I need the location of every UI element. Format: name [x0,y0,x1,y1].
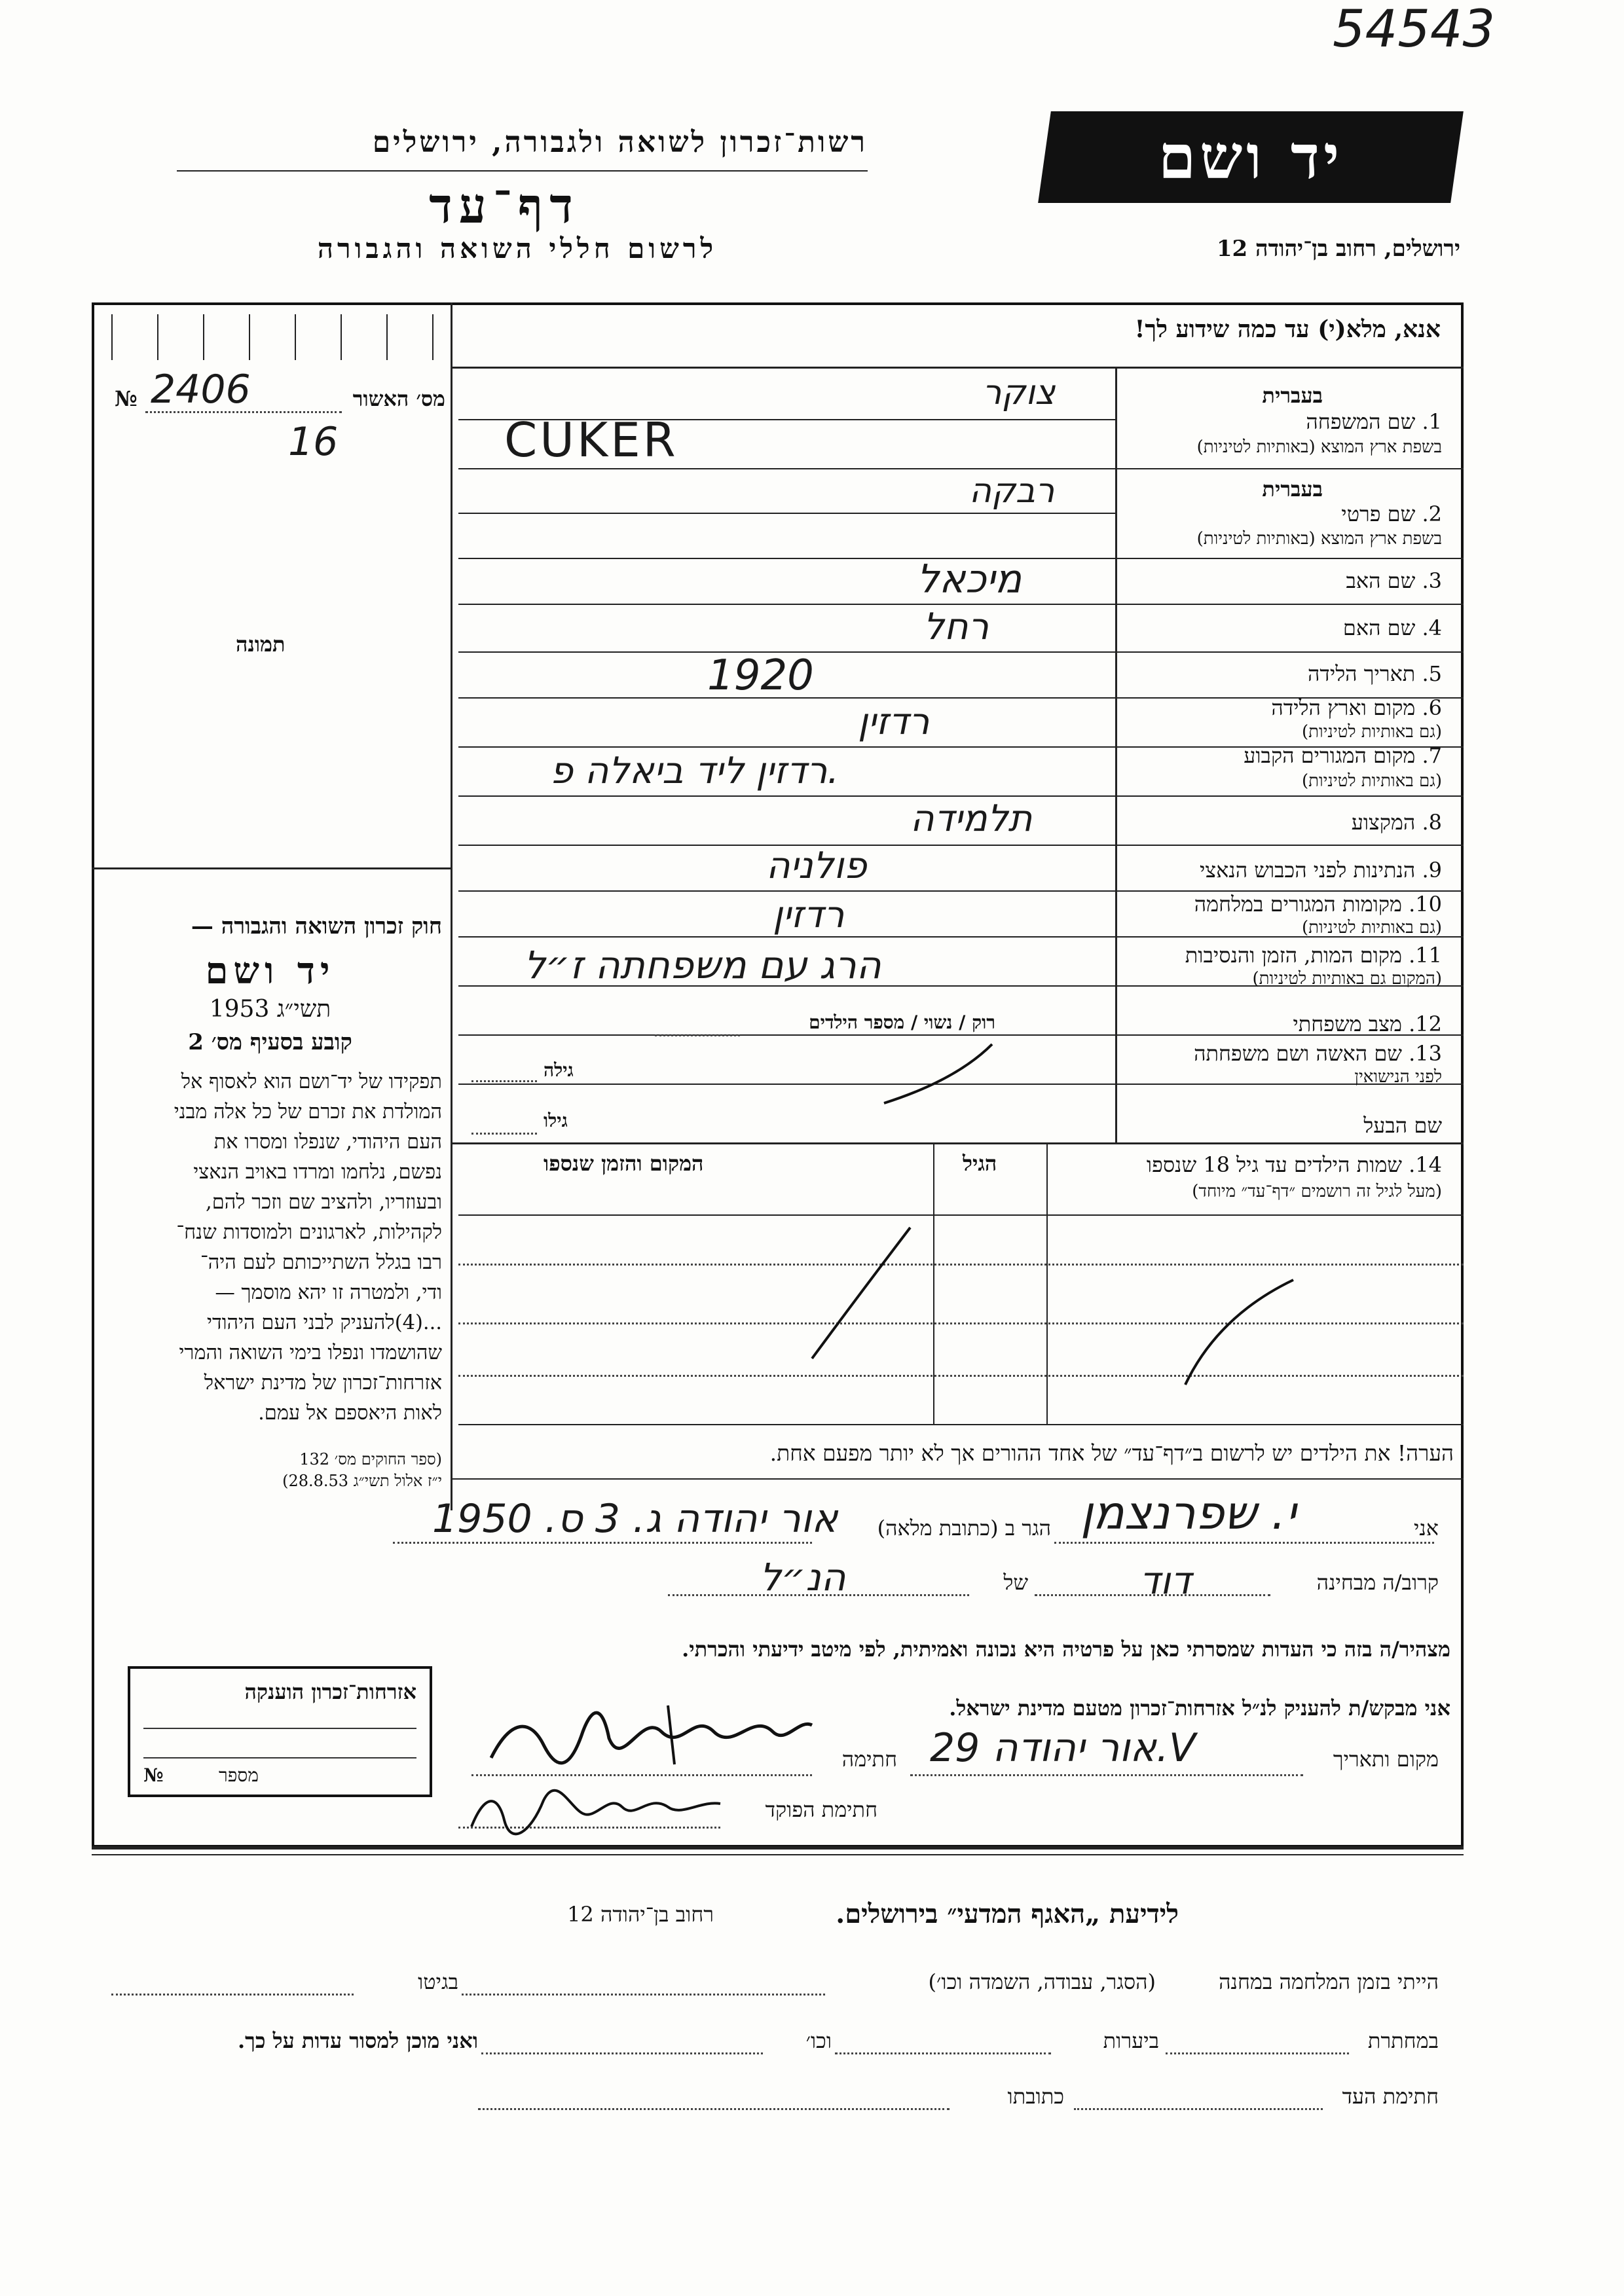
label-row-rule [1115,558,1464,559]
declaration-text: מצהיר/ה בזה כי העדות שמסרתי כאן על פרטיה היא נכונה ואמיתית, לפי מיטב ידיעתי והכרתי. [682,1637,1450,1662]
field-13-text: שם האשה ושם משפחתה [1194,1041,1402,1066]
value-row-rule [458,890,1115,892]
label-row-rule [1115,468,1464,469]
footer-camp-line [462,1994,825,1995]
memorial-box-number-label: מספר [219,1764,259,1786]
field-6-value[interactable]: רדזין [858,701,930,743]
relation-value[interactable]: דוד [1139,1558,1192,1603]
field-6-number: 6. [1422,695,1442,720]
declarant-name-line [1054,1542,1434,1544]
value-row-rule [458,936,1115,938]
instruction: אנא, מלא(י) עד כמה שידוע לך! [1134,316,1441,343]
field-5-value[interactable]: 1920 [707,651,814,700]
ani-label: אני [1414,1516,1439,1540]
law-line: נפשם, נלחמו ומרדו באויב הנאצי [193,1161,442,1184]
value-row-rule [458,513,1115,514]
children-strike-1 [805,1224,917,1362]
field-4-value[interactable]: רחל [923,606,989,648]
field-5-number: 5. [1422,661,1442,686]
value-row-rule [458,468,1115,469]
memorial-box-rule [143,1757,416,1758]
relative-label: קרוב/ה מבחינה [1316,1570,1439,1595]
footer-underground-line [1166,2052,1349,2054]
field-10-label [1194,892,1442,917]
law-line: תפקידו של יד־ושם הוא לאסוף אל [181,1070,442,1093]
field-3-label [1346,568,1442,593]
law-line: שהושמדו ונפלו בימי השואה והמרי [179,1341,442,1364]
photo-box-bottom [92,867,452,869]
law-line: לאות היאספם אל עמם. [258,1402,442,1425]
field-8-value[interactable]: תלמידה [910,797,1033,840]
children-header-rule [458,1214,1464,1216]
children-table-bottom [458,1424,1464,1425]
left-column-divider [451,302,452,1510]
children-row [458,1375,1464,1377]
field-5-label [1308,661,1442,686]
field-1-hebrew-tag: בעברית [1262,383,1323,408]
field-12-label [1293,1011,1442,1036]
label-row-rule [1115,845,1464,846]
declarant-name-value[interactable]: י. שפרנצמן [1080,1486,1297,1540]
field-3-value[interactable]: מיכאל [917,556,1022,602]
footer-rule [92,1846,1464,1850]
value-row-rule [458,746,1115,748]
field-9-number: 9. [1422,858,1442,883]
col-place-time-header: המקום והזמן שנספו [544,1151,704,1176]
footer-forests-line [835,2052,1051,2054]
value-row-rule [458,1034,1115,1036]
field-14-number: 14. [1409,1152,1442,1177]
field-12-number: 12. [1409,1011,1442,1036]
field-11-value[interactable]: הרג עם משפחתה ז״ל [524,943,881,987]
footer-line2-b: ביערות [1103,2028,1159,2053]
field-10-value[interactable]: רדזין [773,894,845,936]
children-strike-2 [1179,1277,1297,1388]
label-row-rule [1115,604,1464,605]
field-13-number: 13. [1409,1041,1442,1066]
law-section: קובע בסעיף מס׳ 2 [188,1029,352,1055]
husband-label: שם הבעל [1363,1113,1442,1138]
approval-prefix: № [115,386,138,411]
field-3-text: שם האב [1346,568,1416,593]
approval-number-value[interactable]: 2406 [151,367,251,412]
field-7-value[interactable]: רדזין ליד ביאלה פ. [550,750,840,792]
field-11-sub: (המקום גם באותיות לטיניות) [1252,969,1442,989]
place-date-value[interactable]: אור יהודה 29.V [930,1725,1196,1771]
field-10-number: 10. [1409,892,1442,917]
field-6-label [1271,695,1442,720]
law-line: המולדת את זכרם של כל אלה מבני [174,1101,442,1123]
footer-etc-line [481,2052,763,2054]
field-6-sub: (גם באותיות לטיניות) [1301,722,1442,742]
children-count-line [655,1034,740,1036]
officer-signature[interactable] [458,1768,733,1840]
field-2-number: 2. [1422,501,1442,526]
field-8-label [1352,810,1442,835]
field-1-label [1306,409,1442,434]
field-2-sub: בשפת ארץ המוצא (באותיות לטיניות) [1196,529,1442,549]
of-label: של [1003,1570,1028,1595]
law-line: לקהילות, לארגונים ולמוסדות שנח־ [176,1221,442,1244]
field-1-text: שם המשפחה [1306,409,1416,434]
footer-heading: לידיעת „האגף המדעי״ בירושלים. [836,1899,1179,1929]
place-date-line [910,1774,1303,1776]
law-body [98,1067,442,1429]
field-7-text: מקום המגורים הקבוע [1244,743,1416,768]
field-7-label [1244,743,1442,768]
footer-line3-a: חתימת העד [1342,2084,1439,2109]
value-row-rule [458,795,1115,797]
field-12-options: רוק / נשוי / מספר הילדים [809,1011,995,1033]
approval-label: מס׳ האשור [352,386,445,411]
field-14-sub: (מעל לגיל זה רושמים ״דף־עד״ מיוחד) [1192,1182,1442,1201]
field-11-number: 11. [1409,943,1442,968]
law-line: רבו בגלל השתייכותם לעם היה־ [200,1251,442,1274]
approval-number-suffix: 16 [288,419,339,465]
col-age-header: הגיל [963,1151,997,1176]
law-name: יד ושם [205,949,335,993]
footer-line1-end: בגיטו [418,1969,458,1994]
note-rule [451,1478,1464,1480]
children-col-divider [1046,1142,1048,1424]
law-heading: חוק זכרון השואה והגבורה — [191,913,442,939]
field-1-latin-value[interactable]: CUKER [504,412,678,467]
children-table-top [451,1142,1464,1144]
field-9-value[interactable]: פולניה [766,845,867,887]
approval-ticks [111,308,445,360]
field-13-strike [877,1041,995,1106]
request-text: אני מבקש/ת להעניק לנ״ל אזרחות־זכרון מטעם מדינת ישראל. [949,1696,1450,1721]
address-line [393,1542,812,1544]
field-1-hebrew-value[interactable]: צוקר [982,373,1056,412]
footer-witness-signature-line [1074,2108,1323,2110]
law-ref-2: י״ז אלול תשי״ג 28.8.53) [282,1472,442,1490]
field-5-text: תאריך הלידה [1308,661,1416,686]
field-9-label [1200,858,1442,883]
note: הערה! את הילדים יש לרשום ב״דף־עד״ של אחד ההורים אך לא יותר מפעם אחת. [769,1440,1454,1466]
photo-label: תמונה [236,632,286,657]
field-7-number: 7. [1422,743,1442,768]
label-column-divider [1115,368,1117,1144]
field-2-hebrew-tag: בעברית [1262,477,1323,501]
law-line: ובעוזריו, ולהציב שם וזכר להם, [206,1191,442,1214]
law-year: תשי״ג 1953 [209,996,331,1023]
archive-number: 54543 [1333,0,1496,59]
label-row-rule [1115,795,1464,797]
footer-ghetto-line [111,1994,354,1995]
children-col-divider [933,1142,934,1424]
field-14-text: שמות הילדים עד גיל 18 שנספו [1146,1152,1402,1177]
signature-label: חתימה [841,1747,897,1772]
field-4-text: שם האם [1342,615,1416,640]
field-10-text: מקומות המגורים במלחמה [1194,892,1402,917]
law-ref-1: (ספר החוקים מס׳ 132 [299,1450,442,1468]
footer-line1-start: הייתי בזמן המלחמה במחנה [1219,1969,1439,1994]
law-line: העם היהודי, שנפלו ומסרו את [213,1131,442,1154]
officer-label: חתימת הפוקד [765,1797,877,1822]
footer-line1-paren: (הסגר, עבודה, השמדה וכו׳) [928,1969,1156,1994]
field-12-text: מצב משפחתי [1293,1011,1402,1036]
footer-rule-2 [92,1854,1464,1855]
field-1-sub: בשפת ארץ המוצא (באותיות לטיניות) [1196,437,1442,457]
wife-age-label: גילה [544,1059,574,1081]
footer-line2-a: במחתרת [1367,2028,1439,2053]
footer-line3-b: כתובתו [1007,2084,1064,2109]
field-6-text: מקום וארץ הלידה [1271,695,1416,720]
footer-witness-address-line [478,2108,950,2110]
field-4-number: 4. [1422,615,1442,640]
resides-label: הגר ב (כתובת מלאה) [877,1516,1051,1540]
authority-title: רשות־זכרון לשואה ולגבורה, ירושלים [372,126,868,159]
memorial-box-title: אזרחות־זכרון הוענקה [244,1679,416,1704]
field-9-text: הנתינות לפני הכבוש הנאצי [1199,858,1416,883]
field-10-sub: (גם באותיות לטיניות) [1301,918,1442,938]
form-title: דף־עד [429,178,580,234]
value-row-rule [458,604,1115,605]
field-11-label [1185,943,1442,968]
field-7-sub: (גם באותיות לטיניות) [1301,771,1442,791]
header-underline [177,170,868,172]
field-4-label [1343,615,1442,640]
wife-age-line [471,1080,537,1082]
memorial-box-rule [143,1728,416,1729]
field-11-text: מקום המות, הזמן והנסיבות [1185,943,1402,968]
form-subtitle: לרשום חללי השואה והגבורה [317,232,718,264]
husband-age-label: גילו [544,1110,568,1131]
field-2-text: שם פרטי [1341,501,1416,526]
place-date-label: מקום ותאריך [1333,1747,1439,1772]
law-line: ודי, ולמטרה זו יהא מוסמך — [215,1281,442,1304]
law-line: אזרחות־זכרון של מדינת ישראל [204,1372,442,1394]
field-8-number: 8. [1422,810,1442,835]
husband-age-line [471,1133,537,1135]
footer-line2-end: ואני מוכן למסור עדות על כך. [237,2028,478,2053]
of-value[interactable]: הנ״ל [760,1555,846,1599]
footer-address: רחוב בן־יהודה 12 [567,1902,714,1927]
logo-address: ירושלים, רחוב בן־יהודה 12 [1216,236,1460,262]
children-row [458,1322,1464,1324]
field-1-number: 1. [1422,409,1442,434]
yad-vashem-logo [1038,111,1464,203]
instruction-rule [451,367,1464,369]
field-2-label [1341,501,1442,526]
value-row-rule [458,1084,1115,1085]
field-14-label [1147,1152,1442,1177]
memorial-box-number-prefix: № [143,1764,164,1786]
label-row-rule [1115,651,1464,653]
declarant-signature[interactable] [471,1692,825,1777]
address-value[interactable]: אור יהודה ג. 3 ס. 1950 [432,1496,838,1542]
field-13-label [1194,1041,1442,1066]
field-13-sub: לפני הנישואין [1354,1067,1442,1087]
memorial-citizenship-box [128,1666,432,1797]
field-8-text: המקצוע [1351,810,1416,835]
children-row [458,1264,1464,1266]
field-3-number: 3. [1422,568,1442,593]
footer-line2-c: וכו׳ [805,2028,832,2053]
law-line: ...(4)להעניק לבני העם היהודי [207,1311,442,1334]
field-2-hebrew-value[interactable]: רבקה [969,471,1055,511]
logo-text: יד ושם [1158,122,1344,192]
